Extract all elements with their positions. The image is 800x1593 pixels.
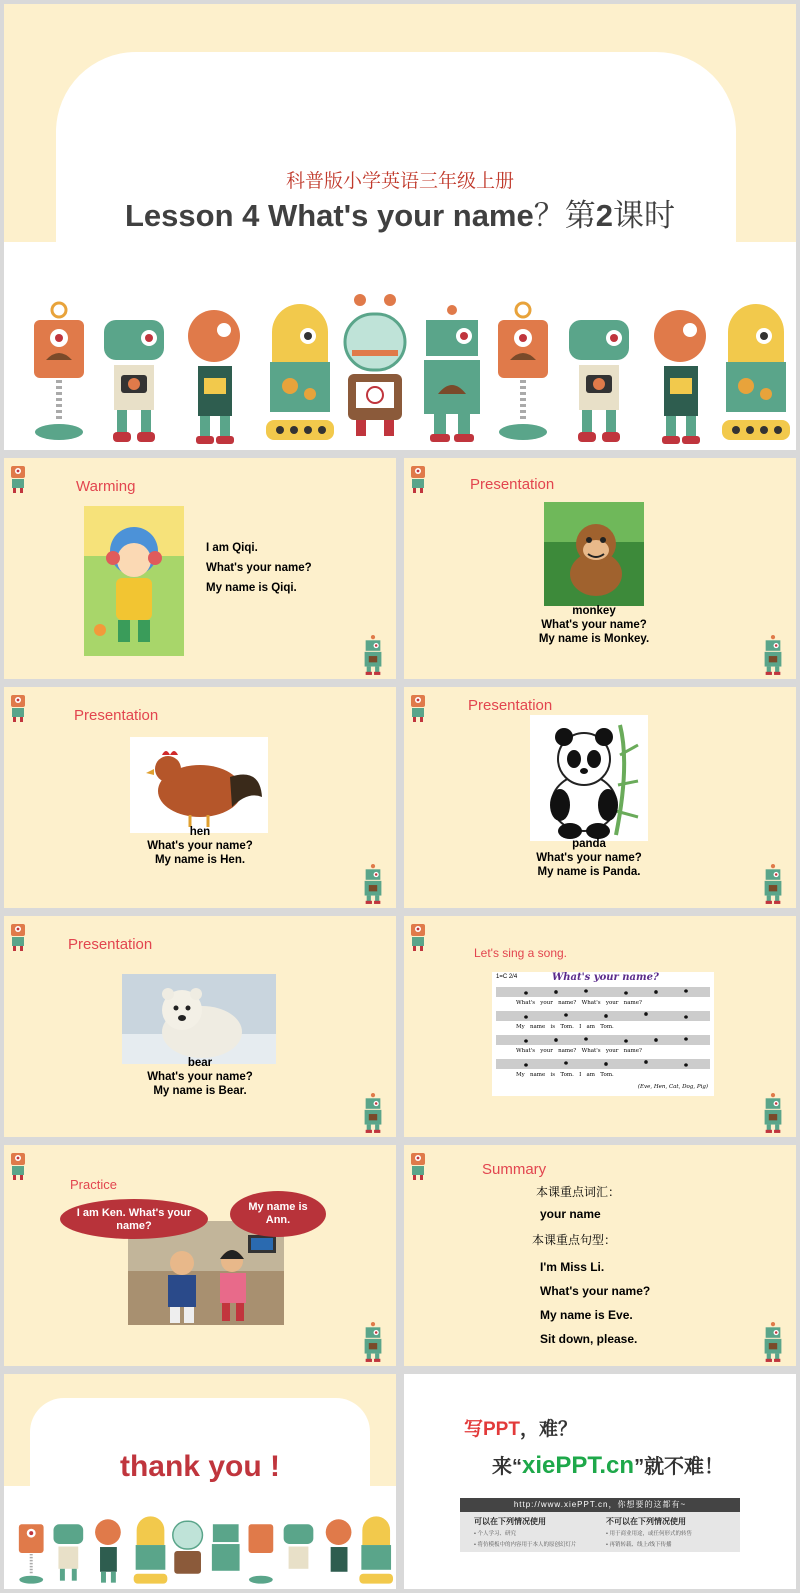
panda-image (530, 715, 648, 841)
lyric-line: My name is Tom. I am Tom. (516, 1072, 614, 1078)
robot-icon (8, 464, 28, 494)
robot-icon (362, 634, 384, 676)
robot-icon (345, 294, 405, 436)
robot-icon (362, 1092, 384, 1134)
robot-icon (8, 922, 28, 952)
song-sheet-music (492, 972, 714, 1096)
section-heading: Presentation (470, 476, 555, 493)
song-key: 1=C 2/4 (496, 974, 518, 980)
section-heading: Presentation (68, 936, 153, 953)
section-heading: Practice (70, 1177, 117, 1192)
slide-hen (4, 687, 396, 908)
promo-url-bar[interactable]: http://www.xiePPT.cn，你想要的这都有~ (460, 1498, 740, 1512)
hen-text: hen What's your name? My name is Hen. (147, 826, 253, 866)
section-heading: Let's sing a song. (474, 946, 568, 960)
robot-icon (362, 863, 384, 905)
robot-icon (408, 1151, 428, 1181)
robot-icon (762, 863, 784, 905)
robot-row-illustration (4, 290, 796, 450)
section-heading: Warming (76, 478, 136, 495)
robot-icon (722, 304, 790, 440)
vocab-label: 本课重点词汇： (536, 1185, 621, 1199)
music-staff-icon (496, 984, 710, 1084)
song-footnote: (Eve, Hen, Cat, Dog, Pig) (637, 1084, 708, 1090)
robot-icon (104, 320, 164, 442)
robot-icon (762, 634, 784, 676)
slide-warming (4, 458, 396, 679)
robot-icon (408, 693, 428, 723)
slide-title: Lesson 4 What's your name？第2课时 (124, 198, 675, 233)
slide-monkey (404, 458, 796, 679)
qiqi-cartoon-image (84, 506, 184, 656)
robot-icon (188, 310, 240, 444)
slide-practice (4, 1145, 396, 1366)
robot-icon (408, 464, 428, 494)
slide-bear (4, 916, 396, 1137)
monkey-text: monkey What's your name? My name is Monkey. (538, 605, 650, 645)
slide-subtitle: 科普版小学英语三年级上册 (285, 171, 514, 192)
robot-icon (762, 1092, 784, 1134)
robot-icon (424, 305, 480, 442)
promo-usage-box (460, 1512, 740, 1552)
robot-icon (498, 303, 548, 440)
robot-icon (8, 1151, 28, 1181)
promo-line-2: 来“xiePPT.cn”就不难！ (492, 1452, 725, 1479)
panda-text: panda What's your name? My name is Panda. (536, 838, 642, 878)
section-heading: Presentation (468, 697, 553, 714)
section-heading: Presentation (74, 707, 159, 724)
robot-icon (569, 320, 629, 442)
song-sheet-title: What's your name? (552, 972, 659, 983)
robot-icon (266, 304, 334, 440)
robot-icon (762, 1321, 784, 1363)
robot-icon (408, 922, 428, 952)
slide-thanks (4, 1374, 396, 1589)
hen-image (130, 737, 268, 833)
robot-icon (8, 693, 28, 723)
robot-icon (34, 303, 84, 440)
vocab-words: your name (540, 1207, 601, 1221)
allowed-usage: 可以在下列情况使用 • 个人学习、研究 • 将仿模板中的内容用于本人的原创幻灯片 (474, 1517, 577, 1548)
lyric-line: My name is Tom. I am Tom. (516, 1024, 614, 1030)
section-heading: Summary (482, 1161, 547, 1178)
bear-text: bear What's your name? My name is Bear. (147, 1057, 253, 1097)
robot-row-illustration (4, 1509, 396, 1589)
monkey-image (544, 502, 644, 606)
thank-you-text: thank you ! (119, 1450, 280, 1483)
forbidden-usage: 不可以在下列情况使用 • 用于商业用途，或任何形式的转售 • 再销转载、线上/线下传播 (606, 1517, 692, 1548)
speech-bubble-left: I am Ken. What's your name? (60, 1199, 208, 1239)
promo-line-1: 写PPT，难？ (464, 1419, 577, 1440)
title-slide (4, 4, 796, 450)
robot-icon (654, 310, 706, 444)
speech-bubble-right: My name is Ann. (230, 1191, 326, 1237)
polar-bear-image (122, 974, 276, 1064)
slide-promo (404, 1374, 796, 1589)
lyric-line: What's your name? What's your name? (516, 1000, 642, 1006)
sentence-patterns: I'm Miss Li. What's your name? My name is Eve. Sit down, please. (540, 1260, 651, 1346)
pattern-label: 本课重点句型： (532, 1233, 617, 1247)
lyric-line: What's your name? What's your name? (516, 1048, 642, 1054)
slide-summary (404, 1145, 796, 1366)
warming-text: I am Qiqi. What's your name? My name is Qiqi. (206, 542, 312, 594)
slide-song (404, 916, 796, 1137)
slide-panda (404, 687, 796, 908)
robot-icon (362, 1321, 384, 1363)
